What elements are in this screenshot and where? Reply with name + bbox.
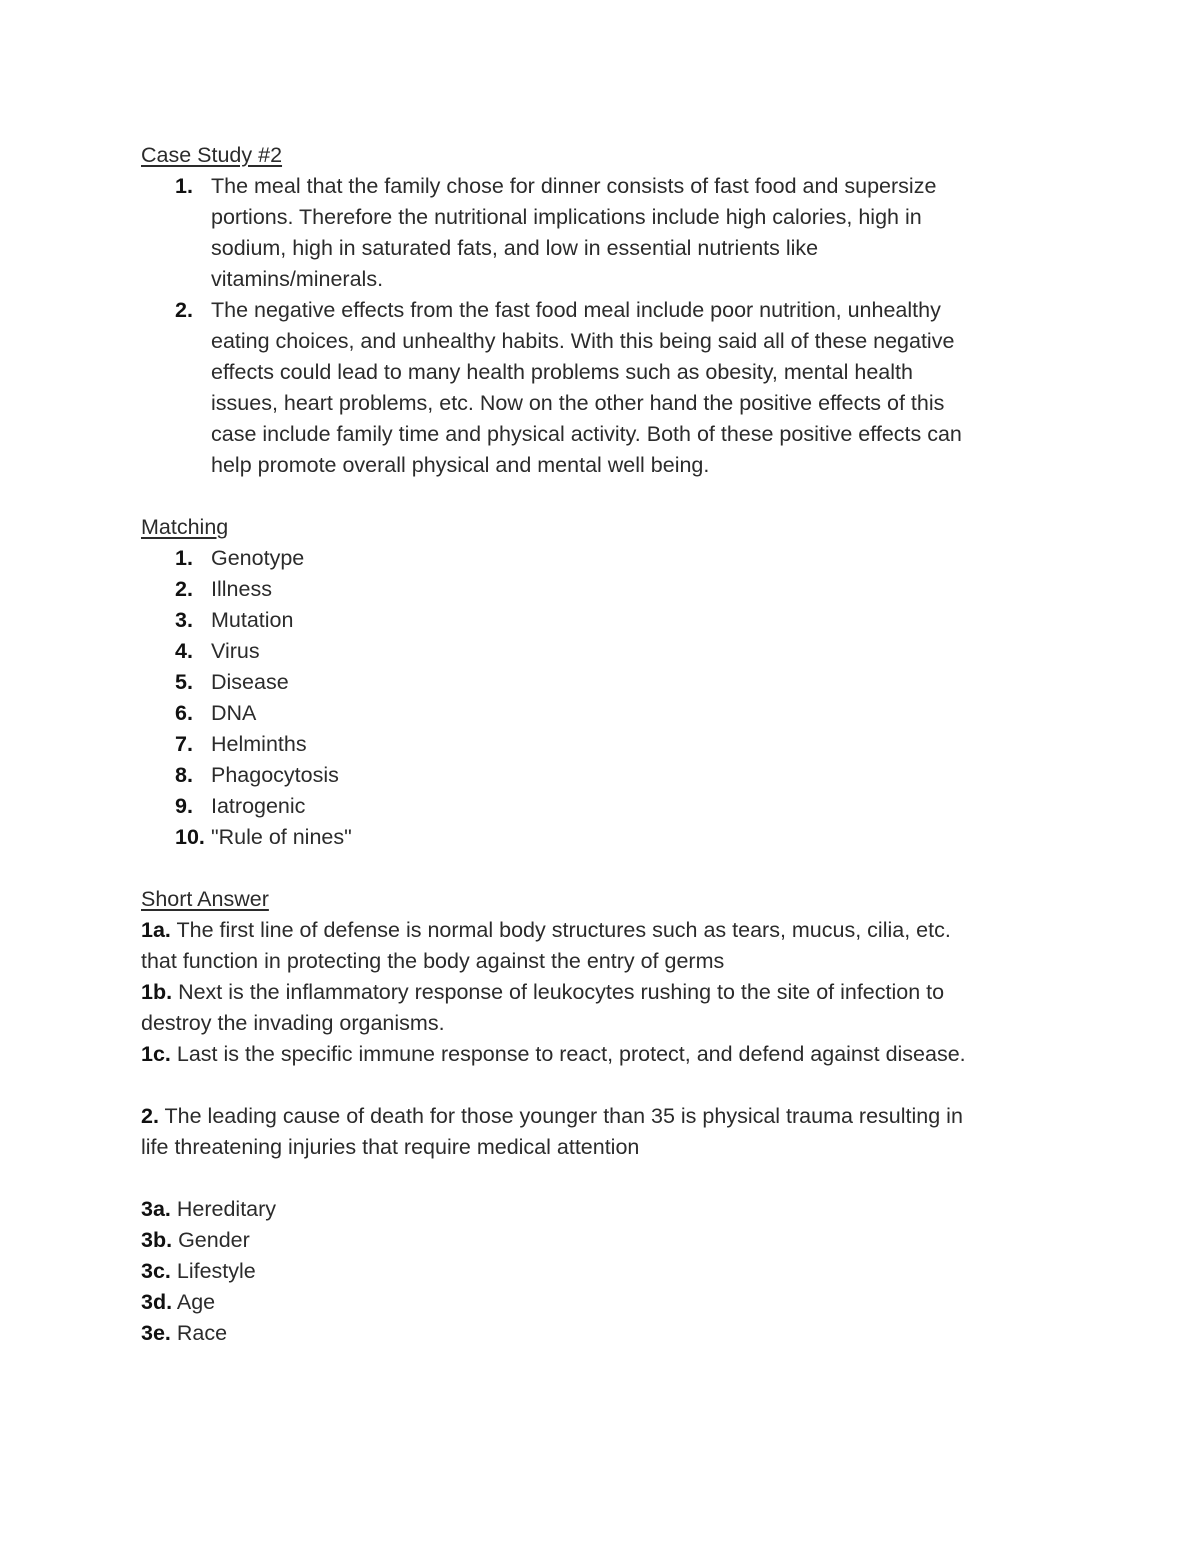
item-number: 1. [175, 174, 193, 198]
matching-item [141, 543, 1051, 574]
short-answer-heading: Short Answer [141, 887, 269, 911]
text-line: The meal that the family chose for dinner consists of fast food and supersize [211, 174, 937, 198]
spacer [141, 1070, 1051, 1101]
answer-label: 3d. [141, 1290, 173, 1314]
text-line: portions. Therefore the nutritional implications include high calories, high in [211, 205, 922, 229]
answer-text: Age [176, 1290, 216, 1314]
item-text: Genotype [211, 546, 305, 570]
answer-line [141, 1318, 1051, 1349]
case-study-item [141, 295, 1051, 481]
item-text: "Rule of nines" [211, 825, 352, 849]
answer-line [141, 915, 1051, 946]
item-number: 9. [175, 794, 193, 818]
answer-text: Gender [178, 1228, 250, 1252]
answer-line [141, 977, 1051, 1008]
matching-item [141, 729, 1051, 760]
answer-text: The leading cause of death for those younger than 35 is physical trauma resulting in [164, 1104, 963, 1128]
text-line: vitamins/minerals. [211, 267, 384, 291]
matching-item [141, 791, 1051, 822]
case-study-heading: Case Study #2 [141, 143, 283, 167]
answer-line [141, 1287, 1051, 1318]
answer-text: The first line of defense is normal body structures such as tears, mucus, cilia, etc. [176, 918, 951, 942]
answer-label: 1c. [141, 1042, 171, 1066]
spacer [141, 1163, 1051, 1194]
item-number: 2. [175, 298, 193, 322]
case-study-item [141, 171, 1051, 295]
item-number: 3. [175, 608, 193, 632]
item-number: 5. [175, 670, 193, 694]
item-text: Illness [211, 577, 272, 601]
item-text: Disease [211, 670, 289, 694]
matching-item [141, 667, 1051, 698]
matching-item [141, 574, 1051, 605]
answer-label: 1a. [141, 918, 171, 942]
matching-item [141, 605, 1051, 636]
item-text: Mutation [211, 608, 294, 632]
answer-line: life threatening injuries that require medical attention [141, 1135, 640, 1159]
spacer [141, 853, 1051, 884]
text-line: sodium, high in saturated fats, and low in essential nutrients like [211, 236, 819, 260]
item-text: Helminths [211, 732, 307, 756]
answer-text: Last is the specific immune response to react, protect, and defend against disease. [176, 1042, 966, 1066]
matching-item [141, 698, 1051, 729]
text-line: case include family time and physical activity. Both of these positive effects can [211, 422, 962, 446]
matching-item [141, 822, 1051, 853]
answer-text: Next is the inflammatory response of leukocytes rushing to the site of infection to [178, 980, 945, 1004]
item-number: 7. [175, 732, 193, 756]
answer-line [141, 1101, 1051, 1132]
item-text [211, 295, 1051, 481]
answer-text: Lifestyle [176, 1259, 256, 1283]
item-number: 8. [175, 763, 193, 787]
text-line: eating choices, and unhealthy habits. With this being said all of these negative [211, 329, 955, 353]
answer-line [141, 1256, 1051, 1287]
text-line: help promote overall physical and mental well being. [211, 453, 710, 477]
item-number: 2. [175, 577, 193, 601]
spacer [141, 481, 1051, 512]
answer-line: destroy the invading organisms. [141, 1011, 445, 1035]
answer-text: Hereditary [176, 1197, 277, 1221]
matching-item [141, 636, 1051, 667]
answer-line: that function in protecting the body against the entry of germs [141, 949, 725, 973]
answer-label: 2. [141, 1104, 159, 1128]
item-text [211, 171, 1051, 295]
matching-item [141, 760, 1051, 791]
answer-label: 3a. [141, 1197, 171, 1221]
answer-text: Race [176, 1321, 228, 1345]
item-number: 4. [175, 639, 193, 663]
answer-line [141, 1194, 1051, 1225]
item-number: 1. [175, 546, 193, 570]
item-text: Phagocytosis [211, 763, 339, 787]
answer-label: 1b. [141, 980, 173, 1004]
matching-heading: Matching [141, 515, 229, 539]
answer-label: 3c. [141, 1259, 171, 1283]
text-line: effects could lead to many health problems such as obesity, mental health [211, 360, 913, 384]
text-line: issues, heart problems, etc. Now on the other hand the positive effects of this [211, 391, 945, 415]
document-page [141, 140, 1051, 1349]
item-number: 10. [175, 825, 205, 849]
item-text: Virus [211, 639, 260, 663]
item-text: DNA [211, 701, 257, 725]
answer-line [141, 1039, 1051, 1070]
answer-line [141, 1225, 1051, 1256]
answer-label: 3e. [141, 1321, 171, 1345]
item-text: Iatrogenic [211, 794, 306, 818]
text-line: The negative effects from the fast food meal include poor nutrition, unhealthy [211, 298, 941, 322]
item-number: 6. [175, 701, 193, 725]
answer-label: 3b. [141, 1228, 173, 1252]
